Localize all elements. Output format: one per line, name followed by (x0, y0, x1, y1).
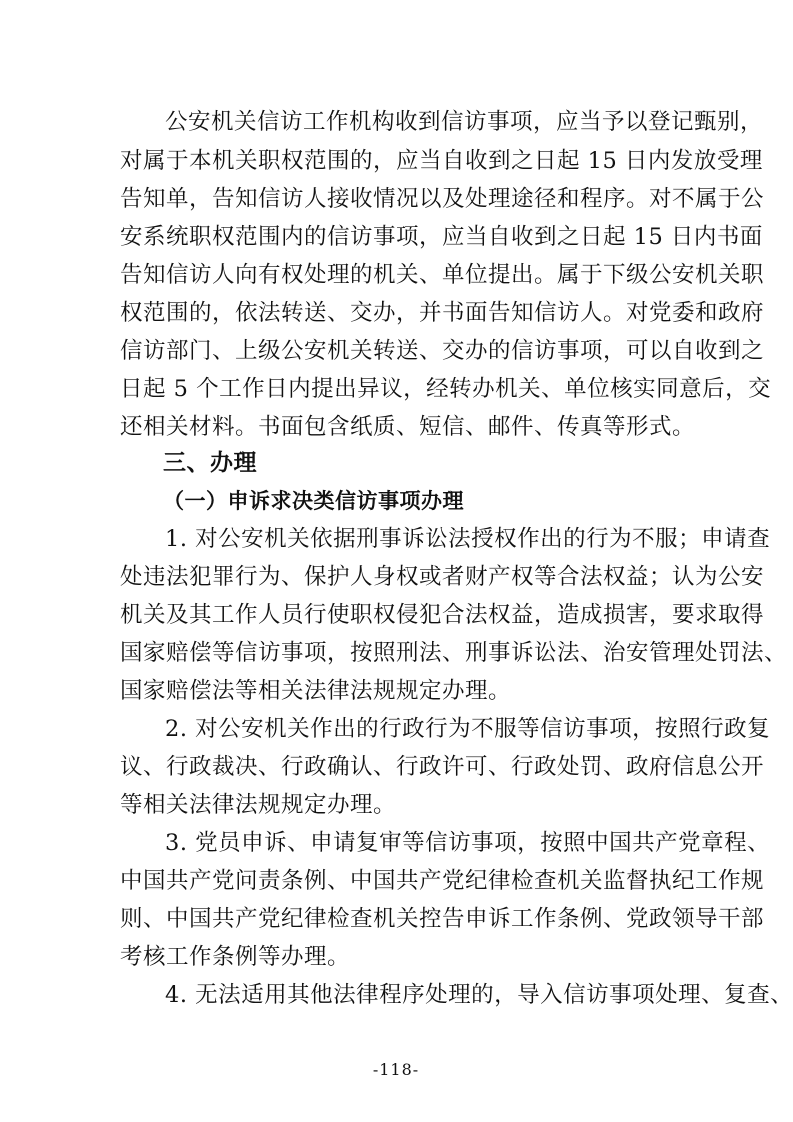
item-line: 议、行政裁决、行政确认、行政许可、行政处罚、政府信息公开 (120, 754, 765, 780)
section-heading: 三、办理 (163, 450, 257, 476)
item-line: 机关及其工作人员行使职权侵犯合法权益，造成损害，要求取得 (120, 602, 765, 628)
paragraph-line: 日起 5 个工作日内提出异议，经转办机关、单位核实同意后，交 (120, 376, 772, 402)
paragraph-line: 告知信访人向有权处理的机关、单位提出。属于下级公安机关职 (120, 262, 765, 288)
item-line: 1. 对公安机关依据刑事诉讼法授权作出的行为不服；申请查 (165, 526, 771, 552)
paragraph-line: 信访部门、上级公安机关转送、交办的信访事项，可以自收到之 (120, 338, 765, 364)
paragraph-line: 权范围的，依法转送、交办，并书面告知信访人。对党委和政府 (120, 300, 765, 326)
item-line: 等相关法律法规规定办理。 (120, 792, 397, 818)
paragraph-line: 还相关材料。书面包含纸质、短信、邮件、传真等形式。 (120, 414, 696, 440)
item-line: 2. 对公安机关作出的行政行为不服等信访事项，按照行政复 (165, 716, 771, 742)
page-number: -118- (372, 1060, 420, 1079)
paragraph-line: 安系统职权范围内的信访事项，应当自收到之日起 15 日内书面 (120, 224, 763, 250)
item-line: 3. 党员申诉、申请复审等信访事项，按照中国共产党章程、 (165, 830, 771, 856)
paragraph-line: 告知单，告知信访人接收情况以及处理途径和程序。对不属于公 (120, 186, 765, 212)
item-line: 4. 无法适用其他法律程序处理的，导入信访事项处理、复查、 (165, 982, 793, 1008)
paragraph-line: 公安机关信访工作机构收到信访事项，应当予以登记甄别， (165, 109, 764, 135)
item-line: 考核工作条例等办理。 (120, 944, 351, 970)
item-line: 中国共产党问责条例、中国共产党纪律检查机关监督执纪工作规 (120, 868, 765, 894)
item-line: 国家赔偿法等相关法律法规规定办理。 (120, 678, 512, 704)
item-line: 处违法犯罪行为、保护人身权或者财产权等合法权益；认为公安 (120, 564, 765, 590)
item-line: 则、中国共产党纪律检查机关控告申诉工作条例、党政领导干部 (120, 906, 765, 932)
item-line: 国家赔偿等信访事项，按照刑法、刑事诉讼法、治安管理处罚法、 (120, 640, 788, 666)
paragraph-line: 对属于本机关职权范围的，应当自收到之日起 15 日内发放受理 (120, 148, 763, 174)
subsection-heading: （一）申诉求决类信访事项办理 (163, 489, 464, 513)
